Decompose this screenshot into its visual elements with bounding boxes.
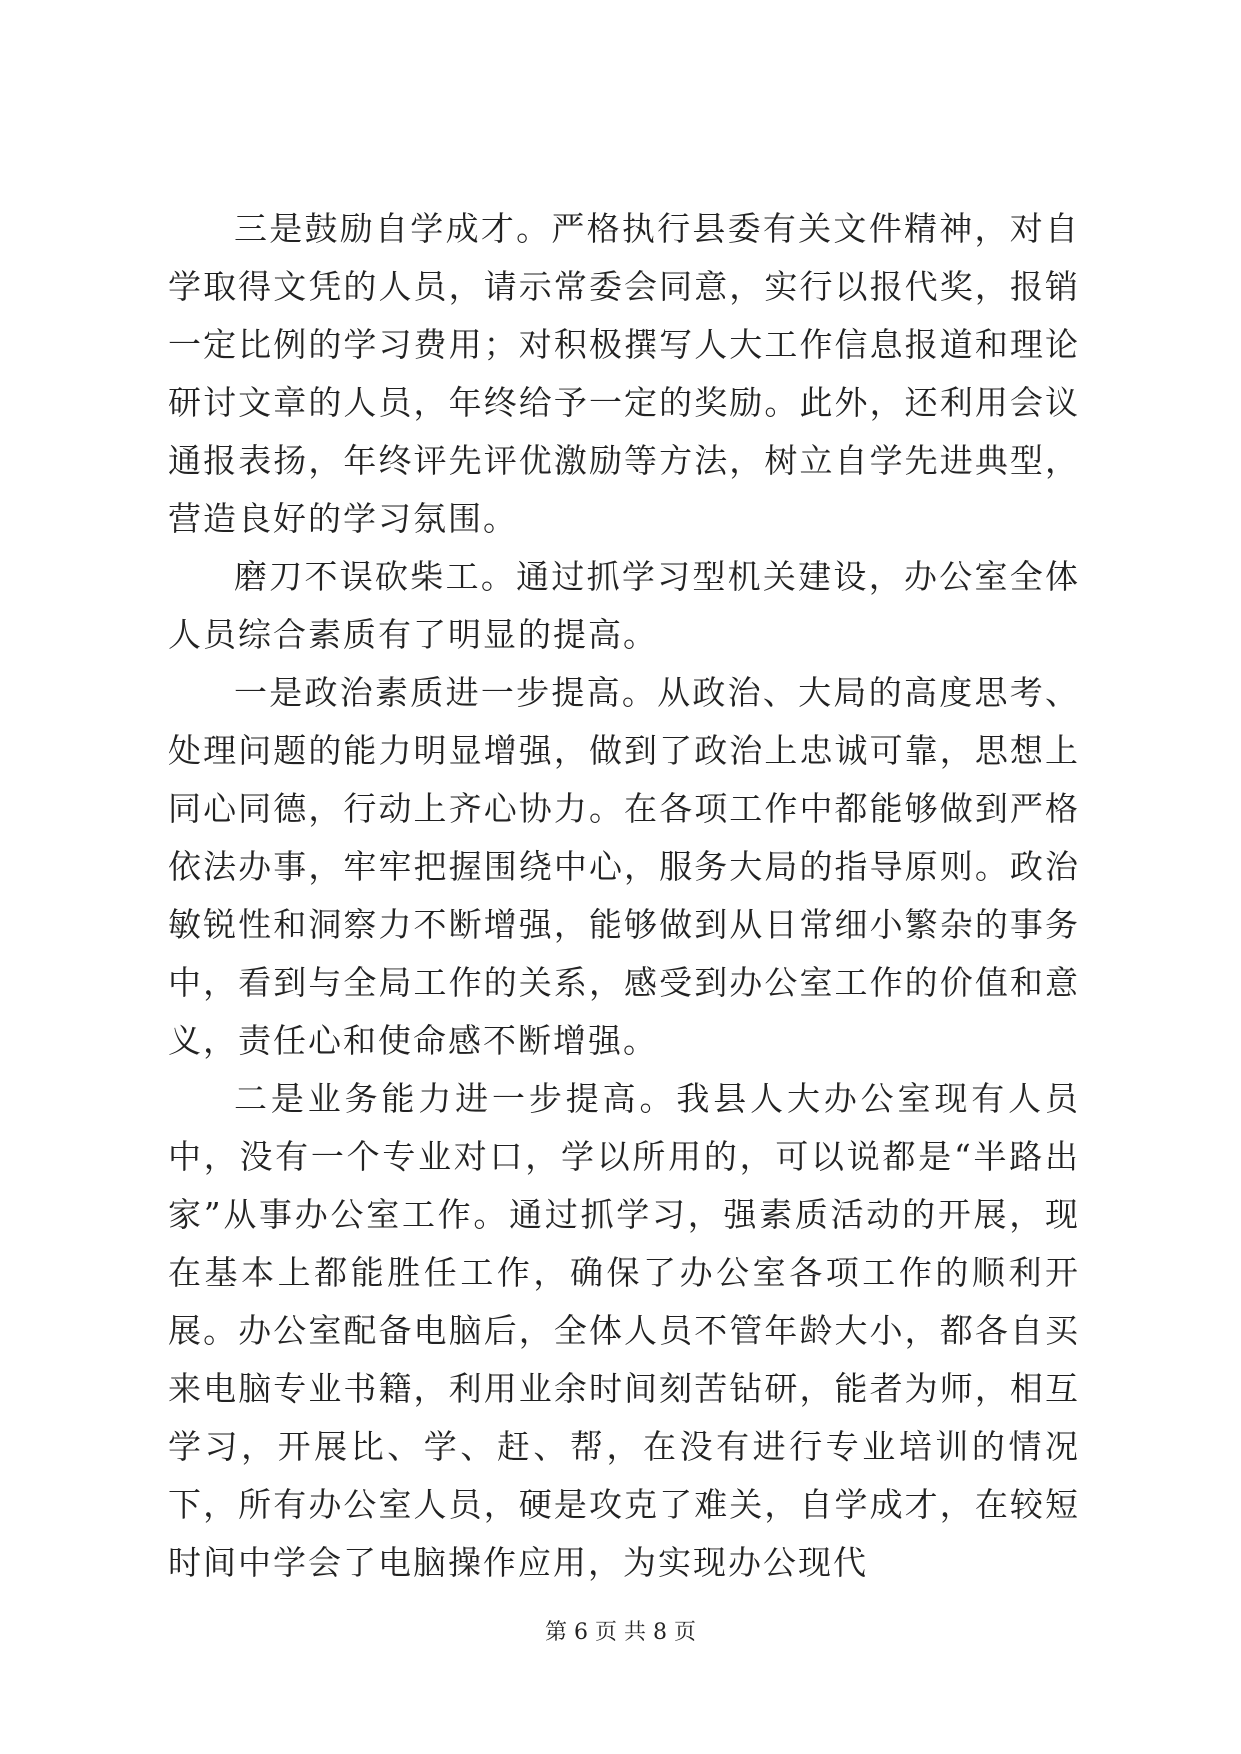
paragraph-business-ability: 二是业务能力进一步提高。我县人大办公室现有人员中，没有一个专业对口，学以所用的，可以说都是“半路出家”从事办公室工作。通过抓学习，强素质活动的开展，现在基本上都能胜任工作，确保了办公室各项工作的顺利开展。办公室配备电脑后，全体人员不管年龄大小，都各自买来电脑专业书籍，利用业余时间刻苦钻研，能者为师，相互学习，开展比、学、赶、帮，在没有进行专业培训的情况下，所有办公室人员，硬是攻克了难关，自学成才，在较短时间中学会了电脑操作应用，为实现办公现代 (168, 1079, 1080, 1582)
page-number-footer: 第 6 页 共 8 页 (545, 1620, 696, 1645)
paragraph-sharpen-axe: 磨刀不误砍柴工。通过抓学习型机关建设，办公室全体人员综合素质有了明显的提高。 (168, 557, 1080, 654)
paragraph-political-quality: 一是政治素质进一步提高。从政治、大局的高度思考、处理问题的能力明显增强，做到了政治上忠诚可靠，思想上同心同德，行动上齐心协力。在各项工作中都能够做到严格依法办事，牢牢把握围绕中心，服务大局的指导原则。政治敏锐性和洞察力不断增强，能够做到从日常细小繁杂的事务中，看到与全局工作的关系，感受到办公室工作的价值和意义，责任心和使命感不断增强。 (168, 673, 1080, 1060)
document-body (168, 200, 1080, 1592)
paragraph-encourage-self-study: 三是鼓励自学成才。严格执行县委有关文件精神，对自学取得文凭的人员，请示常委会同意，实行以报代奖，报销一定比例的学习费用；对积极撰写人大工作信息报道和理论研讨文章的人员，年终给予一定的奖励。此外，还利用会议通报表扬，年终评先评优激励等方法，树立自学先进典型，营造良好的学习氛围。 (168, 209, 1080, 538)
